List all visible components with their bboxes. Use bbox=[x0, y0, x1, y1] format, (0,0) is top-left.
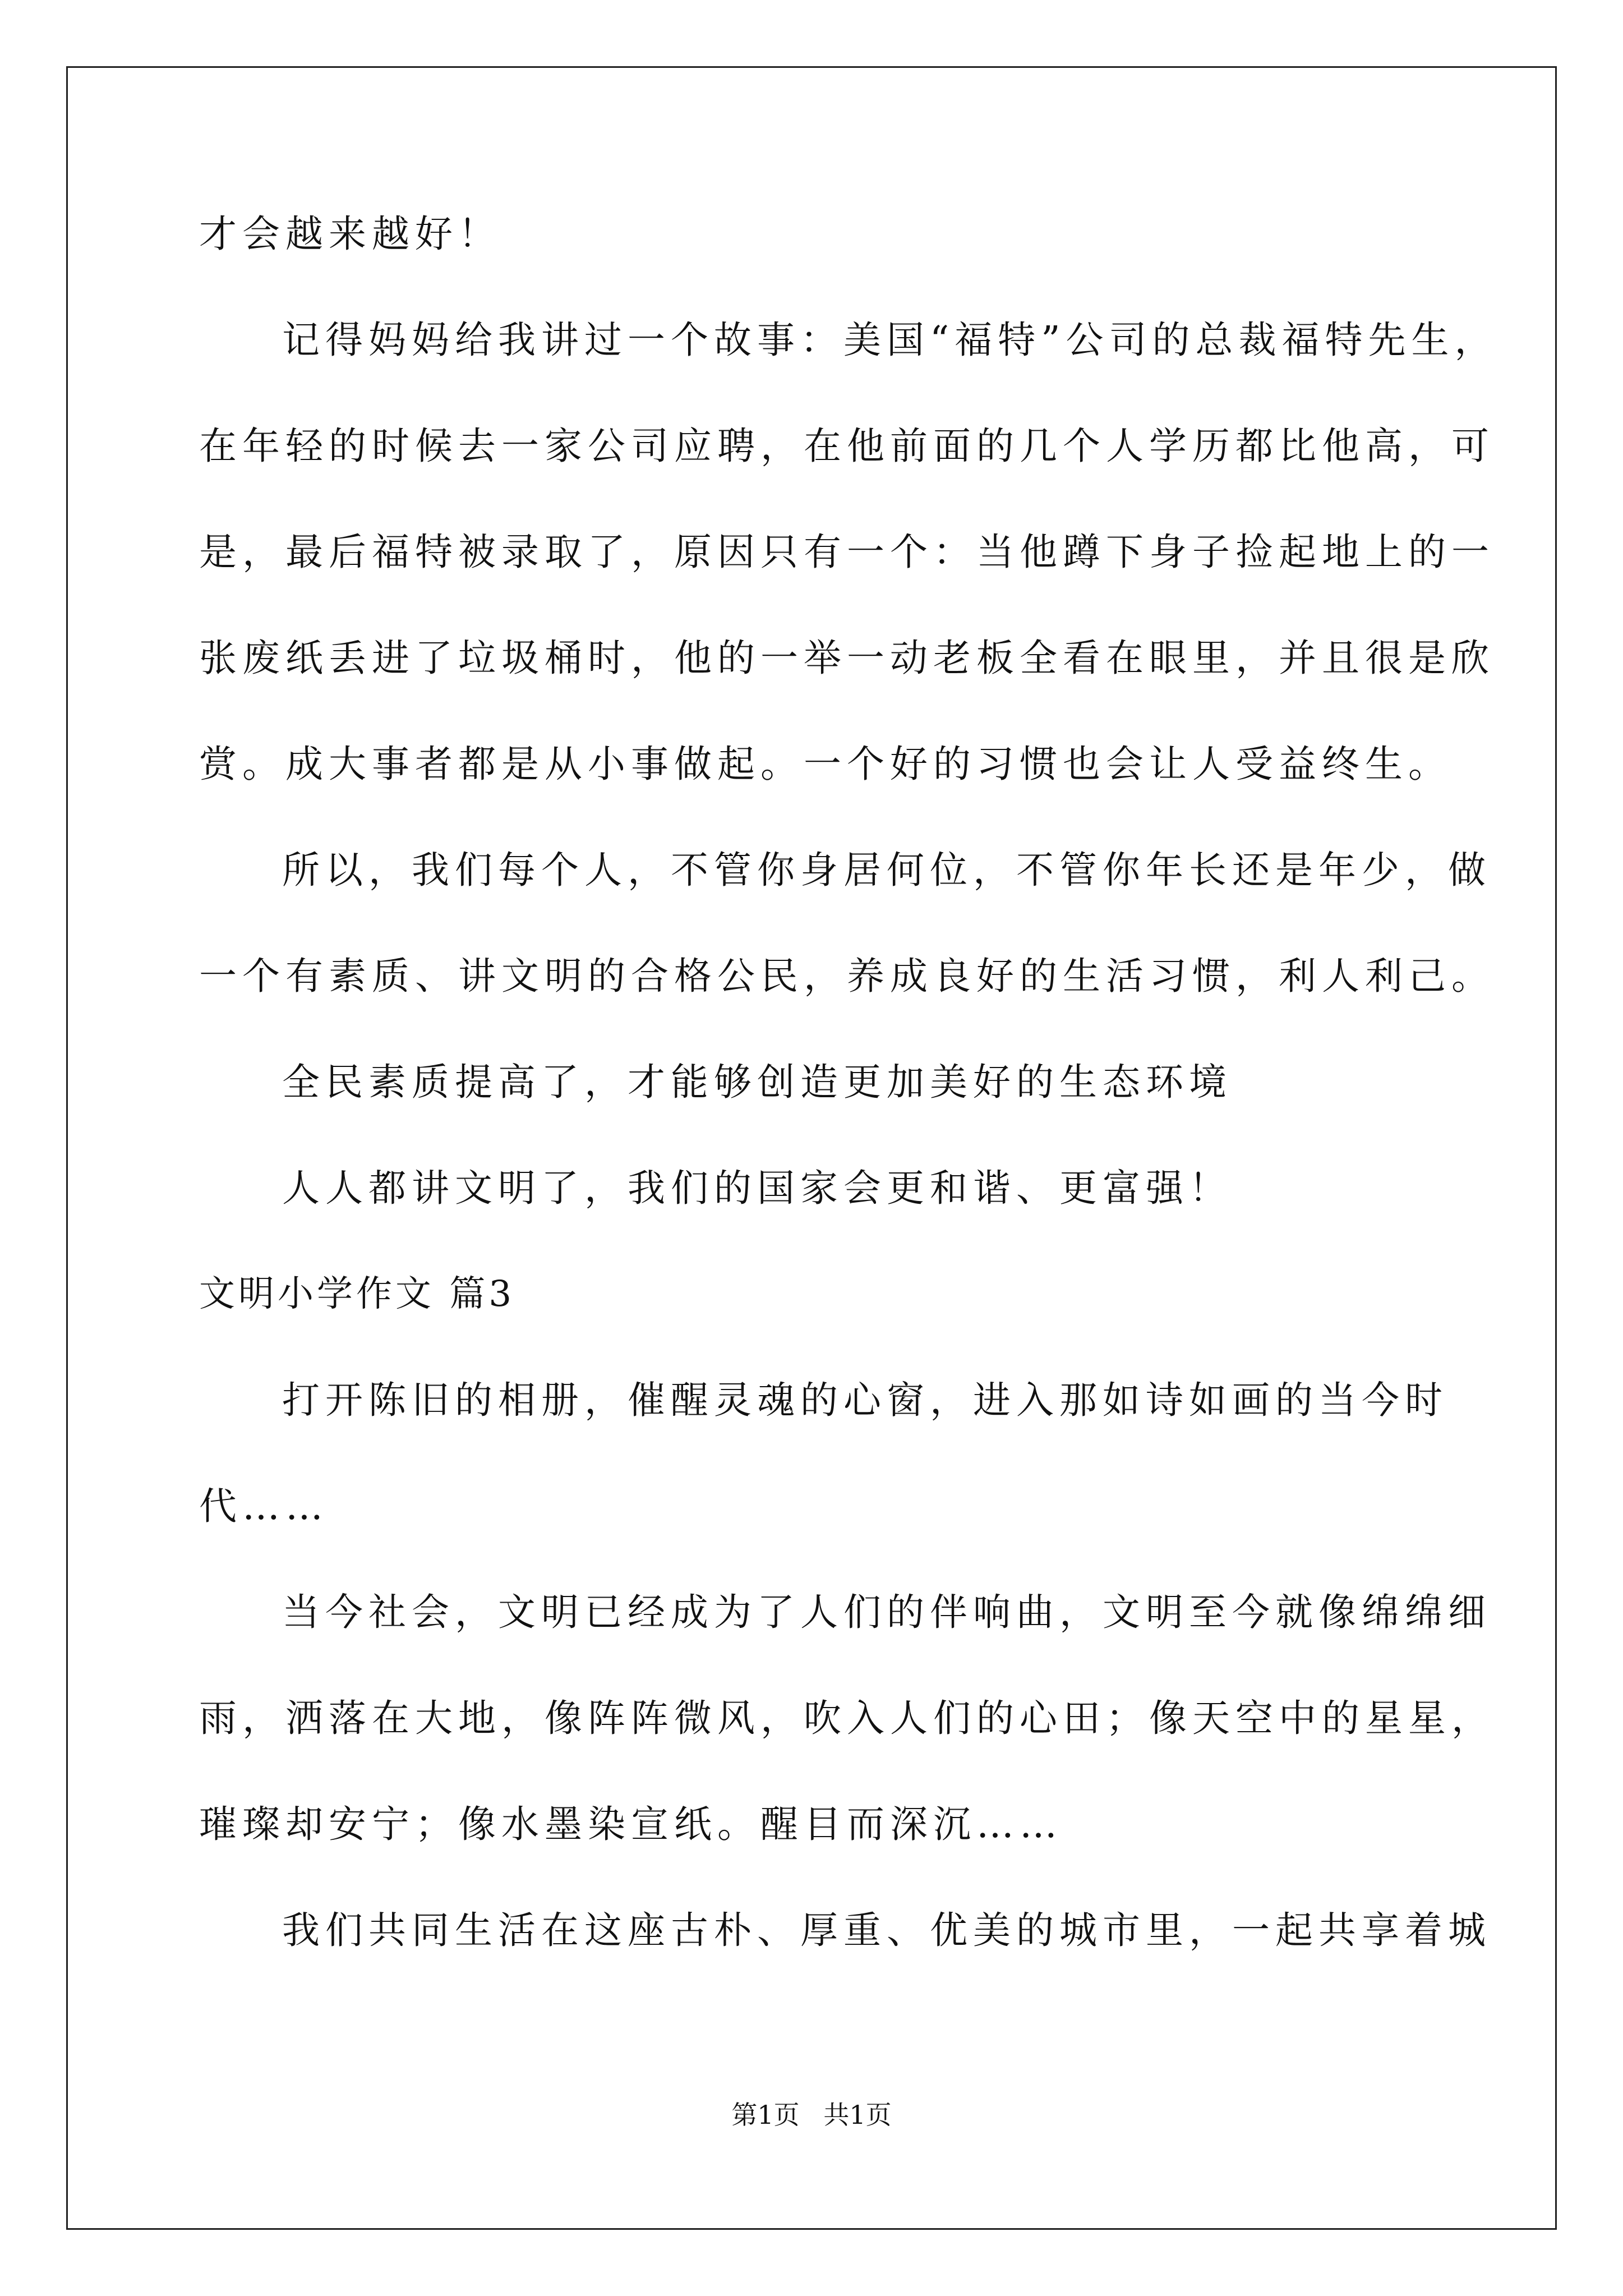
text-line: 是，最后福特被录取了，原因只有一个：当他蹲下身子捡起地上的一 bbox=[199, 530, 1495, 574]
text-line: 所以，我们每个人，不管你身居何位，不管你年长还是年少，做 bbox=[282, 848, 1491, 892]
text-line: 一个有素质、讲文明的合格公民，养成良好的生活习惯，利人利己。 bbox=[199, 954, 1495, 998]
text-line: 记得妈妈给我讲过一个故事：美国“福特”公司的总裁福特先生， bbox=[282, 318, 1498, 362]
text-line: 打开陈旧的相册，催醒灵魂的心窗，进入那如诗如画的当今时 bbox=[282, 1378, 1448, 1422]
page-number-current: 第1页 bbox=[731, 2100, 800, 2130]
page-footer bbox=[0, 2098, 1623, 2132]
text-line: 当今社会，文明已经成为了人们的伴响曲，文明至今就像绵绵细 bbox=[282, 1590, 1491, 1634]
text-line: 雨，洒落在大地，像阵阵微风，吹入人们的心田；像天空中的星星， bbox=[199, 1696, 1495, 1740]
text-line: 人人都讲文明了，我们的国家会更和谐、更富强！ bbox=[282, 1166, 1232, 1210]
text-line: 才会越来越好！ bbox=[199, 212, 501, 256]
page-number-total: 共1页 bbox=[823, 2100, 892, 2130]
text-line: 代…… bbox=[199, 1484, 329, 1528]
section-heading: 文明小学作文 篇3 bbox=[199, 1273, 515, 1315]
document-body bbox=[199, 208, 1498, 2010]
text-line: 璀璨却安宁；像水墨染宣纸。醒目而深沉…… bbox=[199, 1802, 1063, 1846]
text-line: 我们共同生活在这座古朴、厚重、优美的城市里，一起共享着城 bbox=[282, 1908, 1491, 1952]
text-line: 张废纸丢进了垃圾桶时，他的一举一动老板全看在眼里，并且很是欣 bbox=[199, 636, 1495, 680]
text-line: 全民素质提高了，才能够创造更加美好的生态环境 bbox=[282, 1060, 1232, 1104]
text-line: 赏。成大事者都是从小事做起。一个好的习惯也会让人受益终生。 bbox=[199, 742, 1451, 786]
text-line: 在年轻的时候去一家公司应聘，在他前面的几个人学历都比他高，可 bbox=[199, 424, 1495, 468]
